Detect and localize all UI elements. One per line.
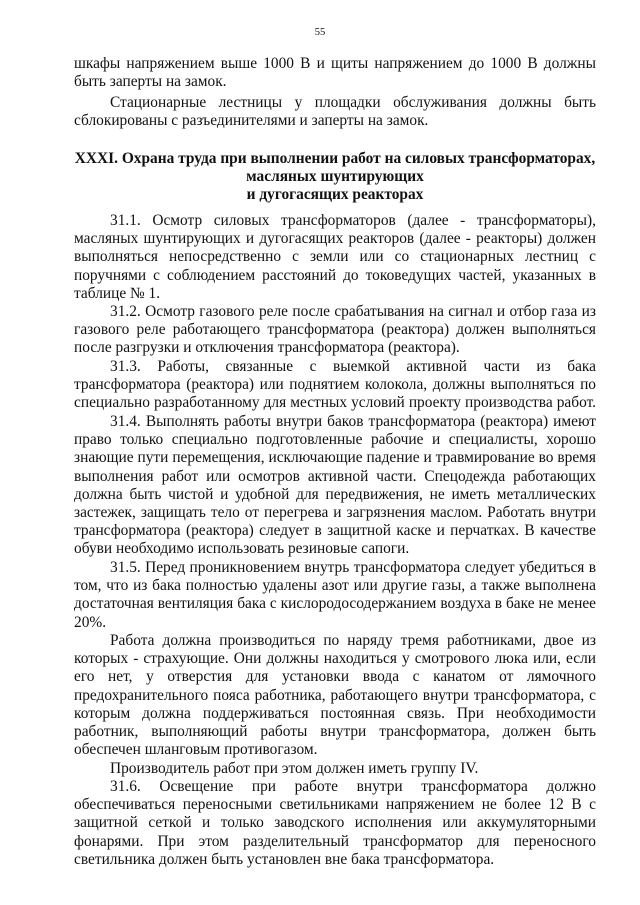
text-line: 20%. — [74, 613, 107, 631]
heading-line: XXXI. Охрана труда при выполнении работ на силовых трансформаторах, — [74, 150, 596, 167]
text-line: достаточная вентиляция бака с кислородосодержанием воздуха в баке не менее — [74, 595, 596, 613]
text-line: право только специально подготовленные рабочие и специалисты, хорошо — [74, 431, 596, 449]
paragraph-31-6 — [74, 778, 596, 869]
text-line: 31.5. Перед проникновением внутрь трансформатора следует убедиться в — [110, 559, 596, 576]
text-line: застежек, защищать тело от перегрева и загрязнения маслом. Работать внутри — [74, 503, 596, 521]
text-line: обеспечиваться переносными светильниками напряжением не более 12 В с — [74, 796, 596, 814]
paragraph-31-3 — [74, 358, 596, 413]
text-line: выполнения работ или осмотров активной части. Спецодежда работающих — [74, 467, 596, 485]
text-line: поручнями с соблюдением расстояний до токоведущих частей, указанных в — [74, 266, 596, 284]
text-line: которых - страхующие. Они должны находиться у смотрового люка или, если — [74, 650, 596, 668]
text-line: газового реле работающего трансформатора (реактора) должен выполняться — [74, 321, 596, 339]
text-line: 31.3. Работы, связанные с выемкой активной части из бака — [110, 358, 596, 375]
text-line: после разгрузки и отключения трансформатора (реактора). — [74, 339, 460, 357]
text-line: Стационарные лестницы у площадки обслуживания должны быть — [110, 94, 596, 111]
text-line: защитной сеткой и только заводского исполнения или аккумуляторными — [74, 814, 596, 832]
section-heading — [60, 150, 610, 205]
page-number: 55 — [314, 27, 326, 38]
text-line: обеспечен шланговым противогазом. — [74, 741, 318, 759]
paragraph-p1 — [74, 55, 596, 91]
text-line: трансформатора (реактора) следует в защитной каске и перчатках. В качестве — [74, 522, 596, 540]
text-line: сблокированы с разъединителями и заперты на замок. — [74, 112, 429, 130]
heading-line: масляных шунтирующих — [246, 168, 424, 186]
text-line: которым должна поддерживаться постоянная связь. При необходимости — [74, 704, 596, 722]
text-line: должна быть чистой и удобной для передвижения, не иметь металлических — [74, 485, 596, 503]
text-line: 31.1. Осмотр силовых трансформаторов (далее - трансформаторы), — [110, 212, 596, 229]
paragraph-group-iv — [74, 760, 596, 778]
text-line: Производитель работ при этом должен иметь группу IV. — [110, 760, 479, 777]
text-line: масляных шунтирующих и дугогасящих реакторов (далее - реакторы) должен — [74, 230, 596, 248]
text-line: фонарями. При этом разделительный трансформатор для переносного — [74, 832, 596, 850]
text-line: предохранительного пояса работника, работающего внутри трансформатора, с — [74, 686, 596, 704]
paragraph-p2 — [74, 94, 596, 130]
text-line: 31.2. Осмотр газового реле после срабатывания на сигнал и отбор газа из — [110, 303, 596, 320]
text-line: таблице № 1. — [74, 284, 161, 302]
text-line: 31.4. Выполнять работы внутри баков трансформатора (реактора) имеют — [110, 413, 596, 430]
text-line: его нет, у отверстия для установки ввода с канатом от лямочного — [74, 668, 596, 686]
text-line: быть заперты на замок. — [74, 73, 227, 91]
paragraph-31-5 — [74, 559, 596, 632]
text-line: трансформатора (реактора) или поднятием колокола, должны выполняться по — [74, 376, 596, 394]
paragraph-31-2 — [74, 303, 596, 358]
paragraph-work-team — [74, 632, 596, 759]
text-line: выполняться непосредственно с земли или со стационарных лестниц с — [74, 248, 596, 266]
text-line: специально разработанному для местных условий проекту производства работ. — [74, 394, 596, 412]
text-line: знающие пути перемещения, исключающие падение и травмирование во время — [74, 449, 596, 467]
text-line: обуви необходимо использовать резиновые сапоги. — [74, 540, 410, 558]
text-line: светильника должен быть установлен вне бака трансформатора. — [74, 850, 495, 868]
paragraph-31-1 — [74, 212, 596, 303]
text-line: шкафы напряжением выше 1000 В и щиты напряжением до 1000 В должны — [74, 55, 596, 72]
heading-line: и дугогасящих реакторах — [246, 186, 424, 204]
text-line: Работа должна производиться по наряду тремя работниками, двое из — [110, 632, 596, 649]
paragraph-31-4 — [74, 413, 596, 559]
text-line: том, что из бака полностью удалены азот или другие газы, а также выполнена — [74, 577, 596, 595]
text-line: работник, выполняющий работы внутри трансформатора, должен быть — [74, 722, 596, 740]
text-line: 31.6. Освещение при работе внутри трансформатора должно — [110, 778, 596, 795]
